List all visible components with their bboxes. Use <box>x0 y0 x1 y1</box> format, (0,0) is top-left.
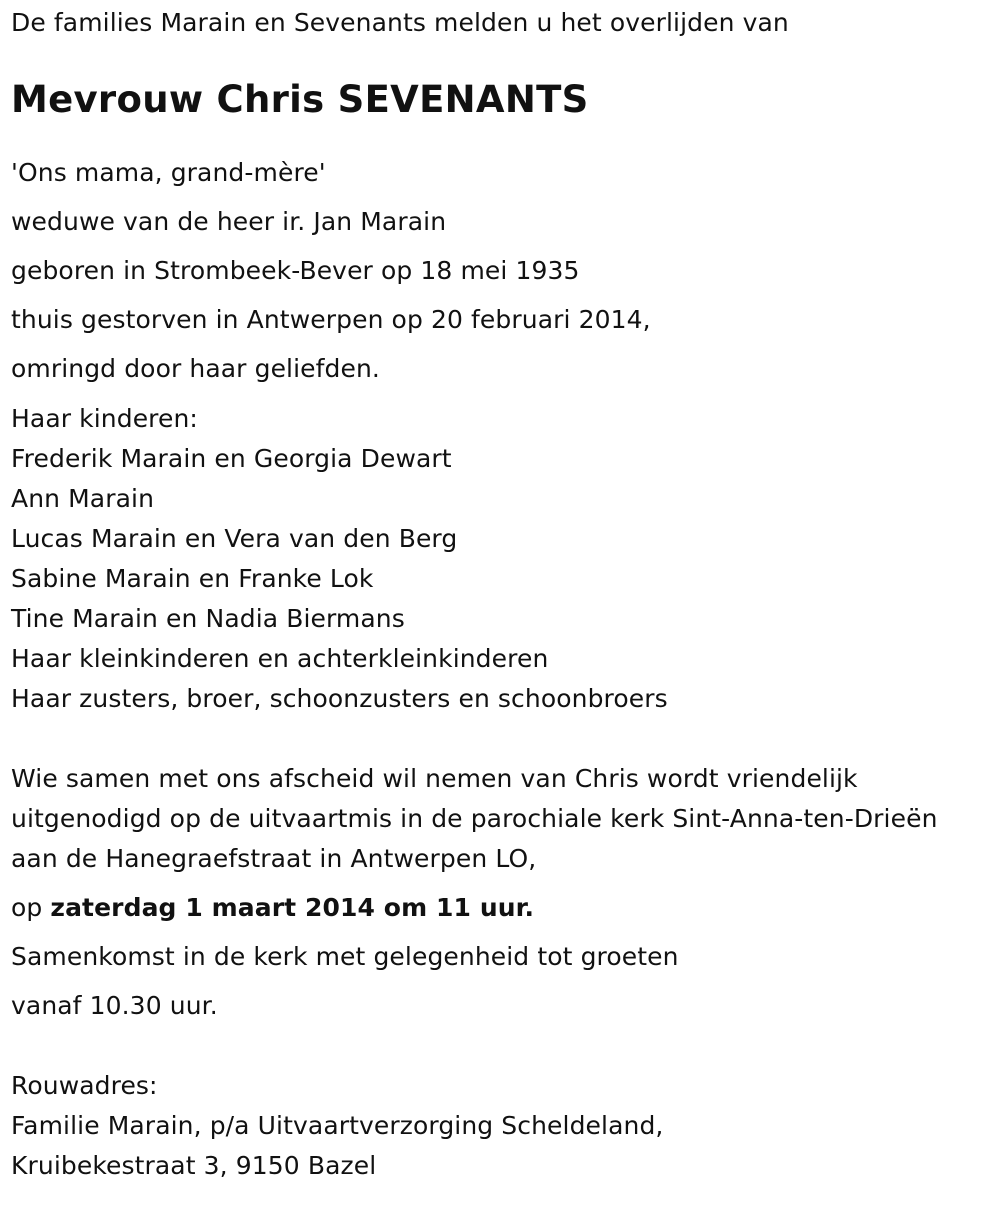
service-date-bold: zaterdag 1 maart 2014 om 11 uur. <box>50 893 535 922</box>
address-line-2: Kruibekestraat 3, 9150 Bazel <box>11 1151 377 1180</box>
list-item: Lucas Marain en Vera van den Berg <box>11 524 458 553</box>
address-line-1: Familie Marain, p/a Uitvaartverzorging Scheldeland, <box>11 1111 664 1140</box>
siblings-text: Haar zusters, broer, schoonzusters en schoonbroers <box>11 684 668 713</box>
mourning-address <box>11 1071 992 1181</box>
deceased-name: Mevrouw Chris SEVENANTS <box>11 78 589 121</box>
funeral-service <box>11 764 992 1021</box>
widow-text: weduwe van de heer ir. Jan Marain <box>11 207 447 236</box>
gathering-time: vanaf 10.30 uur. <box>11 991 218 1020</box>
service-line-3: aan de Hanegraefstraat in Antwerpen LO, <box>11 844 537 873</box>
personal-details <box>11 158 992 384</box>
death-text: thuis gestorven in Antwerpen op 20 februari 2014, <box>11 305 651 334</box>
list-item: Tine Marain en Nadia Biermans <box>11 604 405 633</box>
service-line-1: Wie samen met ons afscheid wil nemen van Chris wordt vriendelijk <box>11 764 858 793</box>
birth-text: geboren in Strombeek-Bever op 18 mei 1935 <box>11 256 580 285</box>
family-list <box>11 404 992 714</box>
service-date-prefix: op <box>11 893 43 922</box>
surrounded-text: omringd door haar geliefden. <box>11 354 380 383</box>
address-heading: Rouwadres: <box>11 1071 158 1100</box>
children-heading: Haar kinderen: <box>11 404 198 433</box>
service-date <box>11 893 992 923</box>
intro-text: De families Marain en Sevenants melden u het overlijden van <box>11 8 789 37</box>
obituary-notice <box>11 8 992 1181</box>
quote-text: 'Ons mama, grand-mère' <box>11 158 326 187</box>
list-item: Ann Marain <box>11 484 155 513</box>
gathering-text: Samenkomst in de kerk met gelegenheid tot groeten <box>11 942 679 971</box>
list-item: Frederik Marain en Georgia Dewart <box>11 444 452 473</box>
list-item: Sabine Marain en Franke Lok <box>11 564 374 593</box>
service-line-2: uitgenodigd op de uitvaartmis in de parochiale kerk Sint-Anna-ten-Drieën <box>11 804 938 833</box>
grandchildren-text: Haar kleinkinderen en achterkleinkinderen <box>11 644 549 673</box>
